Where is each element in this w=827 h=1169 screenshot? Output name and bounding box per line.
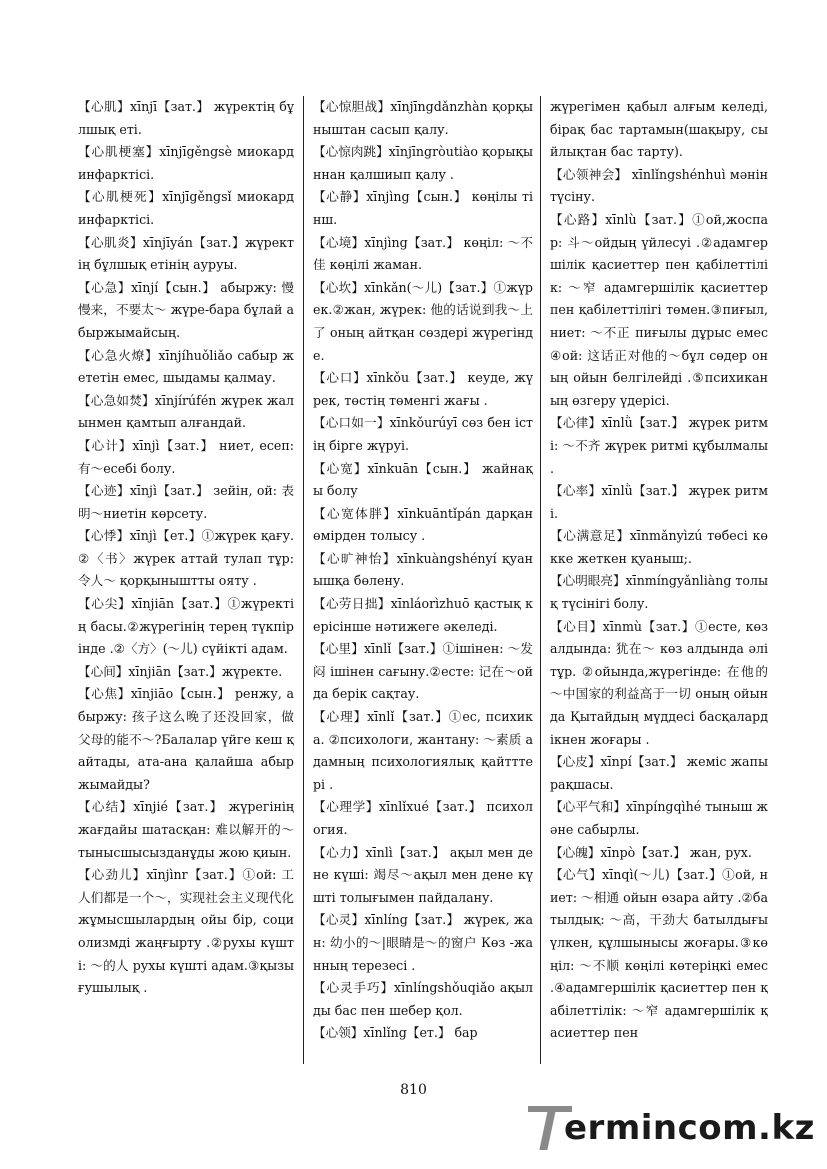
dictionary-entry: 【心里】xīnlǐ【зат.】①ішінен: ～发闷 ішінен сағыну.②есте: 记在～ойда берік сақтау. bbox=[313, 641, 533, 702]
dictionary-entry: 【心惊肉跳】xīnjīngròutiào қорықыннан қалшиып қалу . bbox=[313, 144, 533, 182]
dictionary-entry: 【心明眼亮】xīnmíngyǎnliàng толық түсінігі болу. bbox=[550, 573, 768, 612]
dictionary-entry: 【心宽】xīnkuān【сын.】 жайнақы болу bbox=[313, 460, 533, 499]
dictionary-entry: 【心间】xīnjiān【зат.】жүректе. bbox=[78, 663, 283, 679]
column-divider bbox=[540, 96, 541, 1064]
dictionary-entry: 【心律】xīnlǜ【зат.】 жүрек ритмі: ～不齐 жүрек ритмі құбылмалы . bbox=[550, 415, 768, 476]
dictionary-entry: 【心理】xīnlǐ【зат.】①ес, психика. ②психологи, жантану: ～素质 адамның психологиялық қайтттері . bbox=[313, 709, 533, 792]
dictionary-entry: 【心满意足】xīnmǎnyìzú төбесі көкке жеткен қуаныш;. bbox=[550, 528, 768, 566]
logo-t-stem-icon bbox=[539, 1106, 556, 1150]
dictionary-entry: 【心焦】xīnjiāo【сын.】 ренжу, абыржу: 孩子这么晚了还没回家，做父母的能不～?Балалар үйге кеш қайтады, ата-ана қалайша абыржымайды? bbox=[78, 686, 294, 792]
dictionary-entry: 【心急火燎】xīnjíhuǒliǎo сабыр жететін емес, шыдамы қалмау. bbox=[78, 347, 294, 386]
dictionary-entry: 【心迹】xīnjì【зат.】 зейін, ой: 表明～ниетін көрсету. bbox=[78, 483, 294, 521]
dictionary-entry: 【心力】xīnlì【зат.】 ақыл мен дене күші: 竭尽～ақыл мен дене күшті толығымен пайдалану. bbox=[313, 844, 533, 905]
dictionary-entry: 【心气】xīnqì(～儿)【зат.】①ой, ниет: ～相通 ойын өзара айту .②батылдық: ～高，干劲大 батылдығы үлкен, құлшынысы жоғары.③көңіл: ～不顺 көңілі көтеріңкі емес .④адамгершілік қасиеттер пен қабілеттілік: ～窄 адамгершілік қасиеттер пен bbox=[550, 867, 768, 1041]
dictionary-entry: 【心肌】xīnjī【зат.】 жүректің бұлшық еті. bbox=[78, 99, 294, 137]
dictionary-entry: 【心急】xīnjí【сын.】 абыржу: 慢慢来，不要太～ жүре-бара бұлай абыржымайсың. bbox=[78, 279, 294, 340]
dictionary-entry: 【心静】xīnjìng【сын.】 көңілы тінш. bbox=[313, 189, 533, 227]
dictionary-entry: жүрегімен қабыл алғым келеді, бірақ бас тартамын(шақыру, сыйлықтан бас тарту). bbox=[550, 99, 768, 160]
dictionary-entry: 【心尖】xīnjiān【зат.】①жүректің басы.②жүрегінің терең түкпірінде .②〈方〉(～儿) сүйікті адам. bbox=[78, 596, 294, 657]
dictionary-entry: 【心悸】xīnjì【ет.】①жүрек қағу.②〈书〉жүрек аттай тулап тұр: 令人～ қорқыныштты ояту . bbox=[78, 528, 294, 589]
dictionary-entry: 【心肌梗死】xīnjīgěngsǐ миокард инфарктісі. bbox=[78, 189, 294, 227]
dictionary-entry: 【心急如焚】xīnjírúfén жүрек жалынмен қамтып алғандай. bbox=[78, 392, 294, 431]
dictionary-entry: 【心皮】xīnpí【зат.】 жеміс жапырақшасы. bbox=[550, 754, 768, 792]
dictionary-entry: 【心灵手巧】xīnlíngshǒuqiǎo ақылды бас пен шебер қол. bbox=[313, 980, 533, 1018]
dictionary-entry: 【心口】xīnkǒu【зат.】 кеуде, жүрек, төстің төменгі жағы . bbox=[313, 370, 533, 408]
dictionary-entry: 【心魄】xīnpò【зат.】 жан, рух. bbox=[550, 844, 752, 860]
dictionary-entry: 【心率】xīnlǜ【зат.】 жүрек ритмі. bbox=[550, 483, 768, 521]
logo-text: ermincom.kz bbox=[564, 1108, 815, 1148]
dictionary-entry: 【心劳日拙】xīnláorìzhuō қастық керісінше нәтижеге әкеледі. bbox=[313, 596, 533, 634]
dictionary-entry: 【心肌炎】xīnjīyán【зат.】жүректің бұлшық етінің ауруы. bbox=[78, 234, 294, 273]
dictionary-entry: 【心宽体胖】xīnkuāntǐpán дарқан өмірден толысу . bbox=[313, 505, 533, 544]
dictionary-entry: 【心计】xīnjì【зат.】 ниет, есеп: 有～есебі болу. bbox=[78, 437, 294, 476]
dictionary-entry: 【心坎】xīnkǎn(～儿)【зат.】①жүрек.②жан, жүрек: 他的话说到我～上了 оның айтқан сөздері жүрегінде. bbox=[313, 279, 533, 363]
dictionary-entry: 【心领神会】 xīnlǐngshénhuì мәнін түсіну. bbox=[550, 166, 768, 205]
column-left bbox=[78, 96, 294, 1068]
column-middle bbox=[313, 96, 533, 1068]
page-number: 810 bbox=[400, 1082, 427, 1098]
dictionary-entry: 【心平气和】xīnpíngqìhé тыныш және сабырлы. bbox=[550, 799, 768, 837]
dictionary-entry: 【心劲儿】xīnjìnr【зат.】①ой: 工人们都是一个～，实现社会主义现代化 жұмысшылардың ойы бір, социолизмді жаңғырту .②рухы күшті: ～的人 рухы күшті адам.③қызығушылық . bbox=[78, 867, 294, 996]
dictionary-entry: 【心结】xīnjié【зат.】 жүрегінің жағдайы шатасқан: 难以解开的～ тынысшысызданұды жою қиын. bbox=[78, 799, 294, 860]
dictionary-entry: 【心境】xīnjìng【зат.】 көңіл: ～不佳 көңілі жаман. bbox=[313, 234, 533, 273]
column-divider bbox=[303, 96, 304, 1064]
dictionary-entry: 【心肌梗塞】xīnjīgěngsè миокард инфарктісі. bbox=[78, 144, 294, 182]
dictionary-entry: 【心灵】xīnlíng【зат.】 жүрек, жан: 幼小的～|眼睛是～的窗户 Көз -жанның терезесі . bbox=[313, 912, 533, 973]
dictionary-entry: 【心目】xīnmù【зат.】①есте, көз алдында: 犹在～ көз алдында әлі тұр. ②ойында,жүрегінде: 在他的～中国家的利益高于一切 оның ойында Қытайдың мүддесі басқалардікнен жоғары . bbox=[550, 618, 768, 747]
dictionary-entry: 【心路】xīnlù【зат.】①ой,жоспар: 斗～ойдың үйлесуі .②адамгершілік қасиеттер пен қабілеттілік: ～窄 адамгершілік қасиеттер пен қабілеттілігі төмен.③пиғыл, ниет: ～不正 пиғылы дұрыс емес ④ой: 这话正对他的～бұл сөдер оның ойын белгілейді .⑤психиканың өзгеру үдерісі. bbox=[550, 211, 768, 408]
dictionary-entry: 【心领】xīnlǐng【ет.】 бар bbox=[313, 1025, 478, 1041]
dictionary-entry: 【心口如一】xīnkǒurúyī сөз бен істің бірге жүруі. bbox=[313, 415, 533, 453]
dictionary-entry: 【心旷神怡】xīnkuàngshényí қуанышқа бөлену. bbox=[313, 550, 533, 589]
termincom-logo bbox=[528, 1100, 818, 1160]
column-right bbox=[550, 96, 768, 1068]
dictionary-entry: 【心惊胆战】xīnjīngdǎnzhàn қорқыныштан сасып қалу. bbox=[313, 99, 533, 137]
dictionary-entry: 【心理学】xīnlǐxué【зат.】 психология. bbox=[313, 799, 533, 837]
